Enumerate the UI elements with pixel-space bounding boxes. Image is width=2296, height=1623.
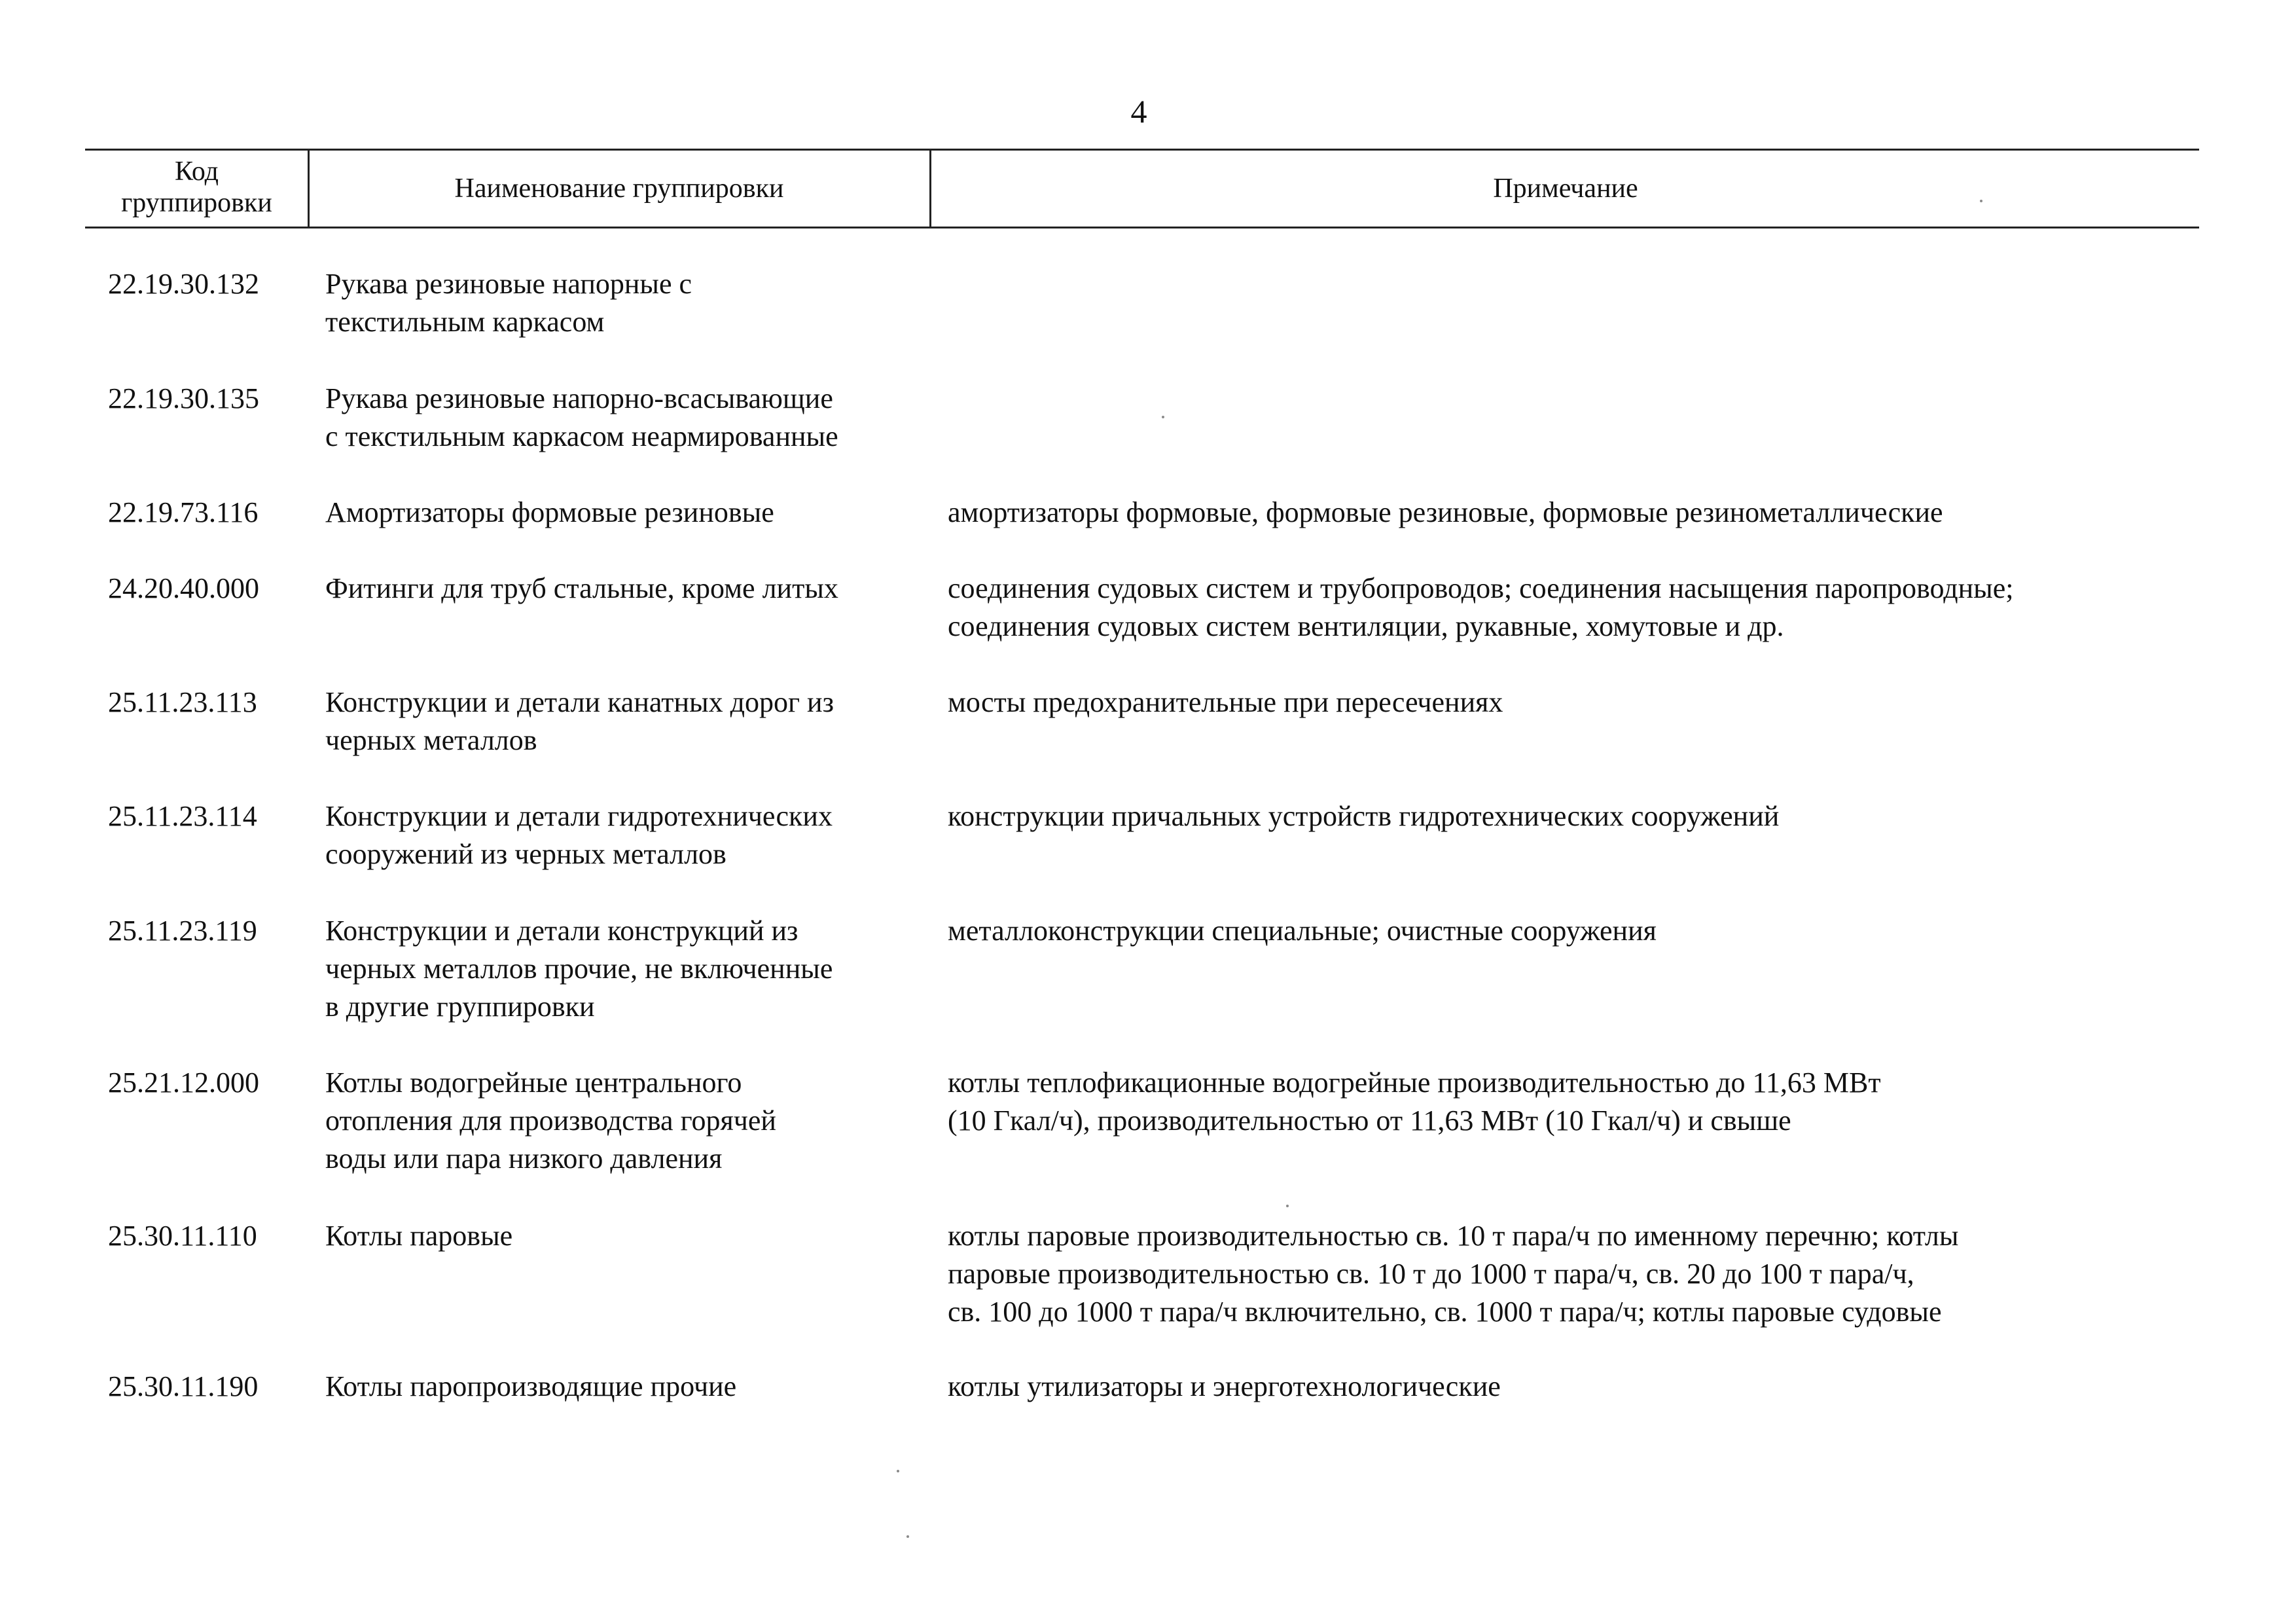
row-name: Конструкции и детали гидротехнических сооружений из черных металлов: [325, 800, 833, 870]
header-code: Код группировки: [121, 156, 272, 218]
row-name: Амортизаторы формовые резиновые: [325, 496, 774, 528]
scan-speck: [897, 1470, 899, 1472]
row-name: Котлы водогрейные центрального отопления для производства горячей воды или пара низкого давления: [325, 1067, 776, 1175]
row-code: 25.21.12.000: [108, 1067, 259, 1099]
row-code: 22.19.30.135: [108, 382, 259, 414]
row-note: мосты предохранительные при пересечениях: [948, 686, 1503, 718]
row-code: 25.30.11.190: [108, 1370, 259, 1402]
row-name: Фитинги для труб стальные, кроме литых: [325, 572, 838, 604]
row-name: Рукава резиновые напорно-всасывающие с текстильным каркасом неармированные: [325, 382, 838, 452]
page-number: 4: [1130, 93, 1147, 130]
header-note: Примечание: [1493, 173, 1638, 204]
row-note: конструкции причальных устройств гидротехнических сооружений: [948, 800, 1780, 832]
scan-speck: [906, 1535, 909, 1538]
row-name: Конструкции и детали конструкций из черных металлов прочие, не включенные в другие группировки: [325, 915, 833, 1023]
scan-speck: [1980, 200, 1982, 202]
row-code: 22.19.30.132: [108, 268, 259, 300]
row-code: 25.30.11.110: [108, 1220, 257, 1252]
row-note: амортизаторы формовые, формовые резиновые, формовые резинометаллические: [948, 496, 1943, 528]
header-name: Наименование группировки: [454, 173, 784, 204]
row-code: 25.11.23.113: [108, 686, 257, 718]
row-note: котлы утилизаторы и энерготехнологические: [948, 1370, 1501, 1402]
row-note: соединения судовых систем и трубопроводов; соединения насыщения паропроводные; соединения судовых систем вентиляции, рукавные, хомутовые и др.: [948, 572, 2014, 642]
row-code: 22.19.73.116: [108, 496, 259, 528]
scan-speck: [1162, 416, 1164, 418]
row-name: Котлы паровые: [325, 1220, 513, 1252]
row-code: 24.20.40.000: [108, 572, 259, 604]
row-name: Котлы паропроизводящие прочие: [325, 1370, 737, 1402]
row-note: котлы паровые производительностью св. 10 т пара/ч по именному перечню; котлы паровые производительностью св. 10 т до 1000 т пара/ч, св. 20 до 100 т пара/ч, св. 100 до 1000 т пара/ч включительно, св. 1000 т пара/ч; котлы паровые судовые: [948, 1220, 1959, 1328]
row-code: 25.11.23.114: [108, 800, 257, 832]
row-name: Конструкции и детали канатных дорог из черных металлов: [325, 686, 834, 756]
row-code: 25.11.23.119: [108, 915, 257, 947]
row-note: котлы теплофикационные водогрейные производительностью до 11,63 МВт (10 Гкал/ч), производительностью от 11,63 МВт (10 Гкал/ч) и свыше: [948, 1067, 1881, 1137]
row-name: Рукава резиновые напорные с текстильным каркасом: [325, 268, 692, 338]
scan-speck: [1286, 1205, 1289, 1207]
row-note: металлоконструкции специальные; очистные сооружения: [948, 915, 1657, 947]
